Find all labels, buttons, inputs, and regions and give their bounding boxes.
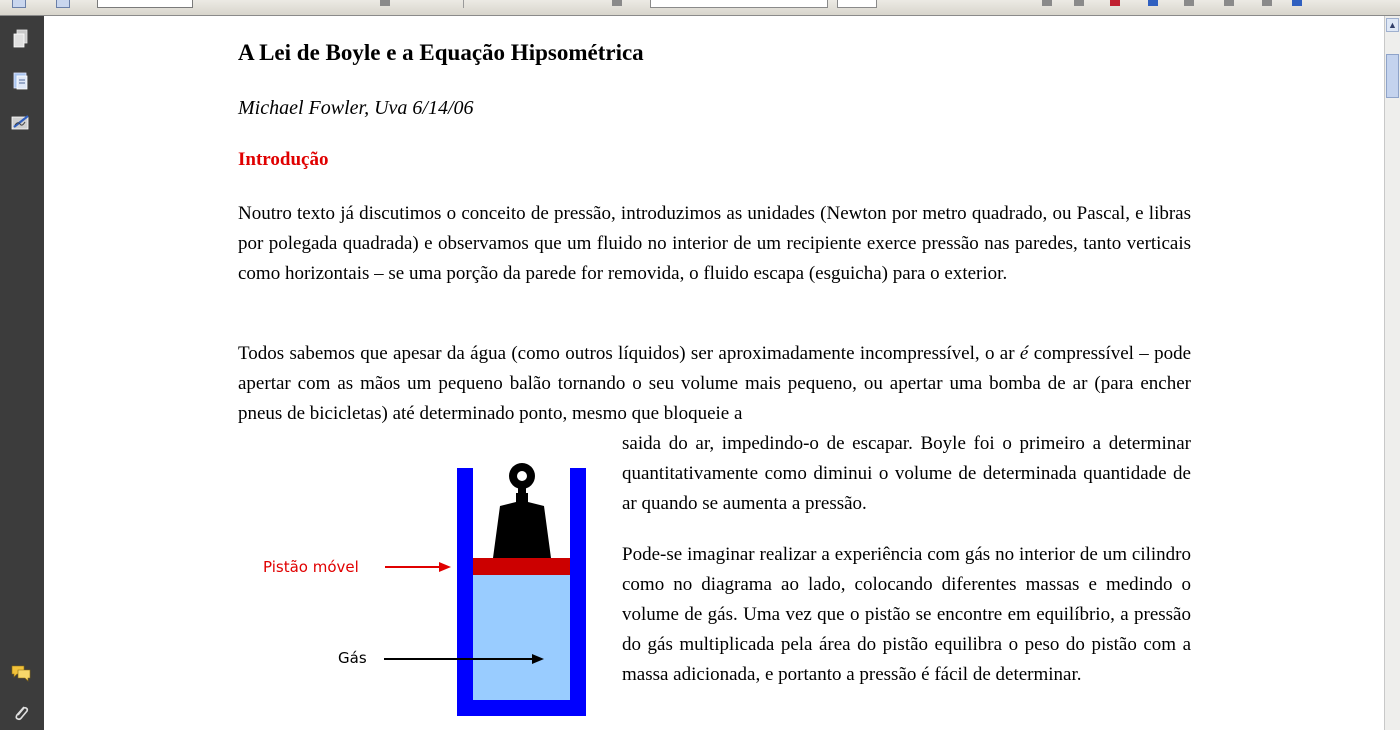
signatures-icon[interactable]	[10, 112, 32, 134]
paragraph-2-text-a: Todos sabemos que apesar da água (como outros líquidos) ser aproximadamente incompressível, o ar	[238, 343, 1015, 364]
attach-icon[interactable]	[1184, 0, 1194, 6]
piston-label: Pistão móvel	[263, 558, 359, 576]
comment-icon[interactable]	[1074, 0, 1084, 6]
cylinder-right-wall	[570, 468, 586, 716]
attachments-icon[interactable]	[10, 702, 32, 724]
scroll-thumb[interactable]	[1386, 54, 1399, 98]
weight-neck	[518, 487, 526, 495]
hand-tool-icon[interactable]	[380, 0, 390, 6]
zoom-out-icon[interactable]	[612, 0, 622, 6]
paragraph-3: saida do ar, impedindo-o de escapar. Boyle foi o primeiro a determinar quantitativamente como diminui o volume de determinada quantidade de ar quando se aumenta a pressão.	[622, 433, 1191, 514]
scroll-up-icon[interactable]: ▲	[1386, 18, 1399, 32]
help-icon[interactable]	[1292, 0, 1302, 6]
cylinder-diagram	[248, 460, 608, 720]
pages-icon[interactable]	[10, 28, 32, 50]
weight-ring-hole	[517, 471, 527, 481]
share-icon[interactable]	[1148, 0, 1158, 6]
gas-label: Gás	[338, 649, 367, 667]
layers-icon[interactable]	[10, 70, 32, 92]
zoom-slider[interactable]	[650, 0, 828, 8]
save-button[interactable]	[12, 0, 26, 8]
cylinder-base	[457, 700, 586, 716]
piston	[473, 558, 570, 575]
paragraph-2-text-b: compressível – pode apertar com as mãos um pequeno balão tornando o seu volume mais pequeno, ou apertar uma bomba de ar (para encher pneus de bicicletas) até determinado ponto, mesmo que bloqueie a	[238, 343, 1192, 424]
paragraph-4: Pode-se imaginar realizar a experiência com gás no interior de um cilindro como no diagrama ao lado, colocando diferentes massas e medindo o volume de gás. Uma vez que o pistão se encontre em equilíbrio, a pressão do gás multiplicada pela área do pistão equilibra o peso do pistão com a massa adicionada, e portanto a pressão é fácil de determinar.	[622, 544, 1191, 685]
toolbar-separator	[463, 0, 464, 8]
paragraph-2	[238, 339, 1191, 429]
weight	[493, 493, 551, 558]
navigation-sidebar	[0, 16, 44, 730]
print-button[interactable]	[56, 0, 70, 8]
search-icon[interactable]	[1042, 0, 1052, 6]
comments-icon[interactable]	[10, 662, 32, 684]
gas-region	[473, 575, 570, 700]
lock-icon[interactable]	[1262, 0, 1272, 6]
document-title: A Lei de Boyle e a Equação Hipsométrica	[238, 40, 644, 65]
vertical-scrollbar[interactable]	[1384, 16, 1400, 730]
zoom-level-field[interactable]	[837, 0, 877, 8]
page-number-field[interactable]	[97, 0, 193, 8]
cylinder-left-wall	[457, 468, 473, 716]
fit-width-icon[interactable]	[1224, 0, 1234, 6]
paragraph-2-emphasis: é	[1019, 343, 1029, 364]
author-line: Michael Fowler, Uva 6/14/06	[238, 97, 474, 119]
toolbar	[0, 0, 1400, 16]
document-page	[44, 16, 1384, 730]
piston-arrow-head	[439, 562, 451, 572]
section-heading: Introdução	[238, 149, 329, 170]
sign-icon[interactable]	[1110, 0, 1120, 6]
paragraph-1: Noutro texto já discutimos o conceito de pressão, introduzimos as unidades (Newton por metro quadrado, ou Pascal, e libras por polegada quadrada) e observamos que um fluido no interior de um recipiente exerce pressão nas paredes, tanto verticais como horizontais – se uma porção da parede for removida, o fluido escapa (esguicha) para o exterior.	[238, 203, 1191, 284]
